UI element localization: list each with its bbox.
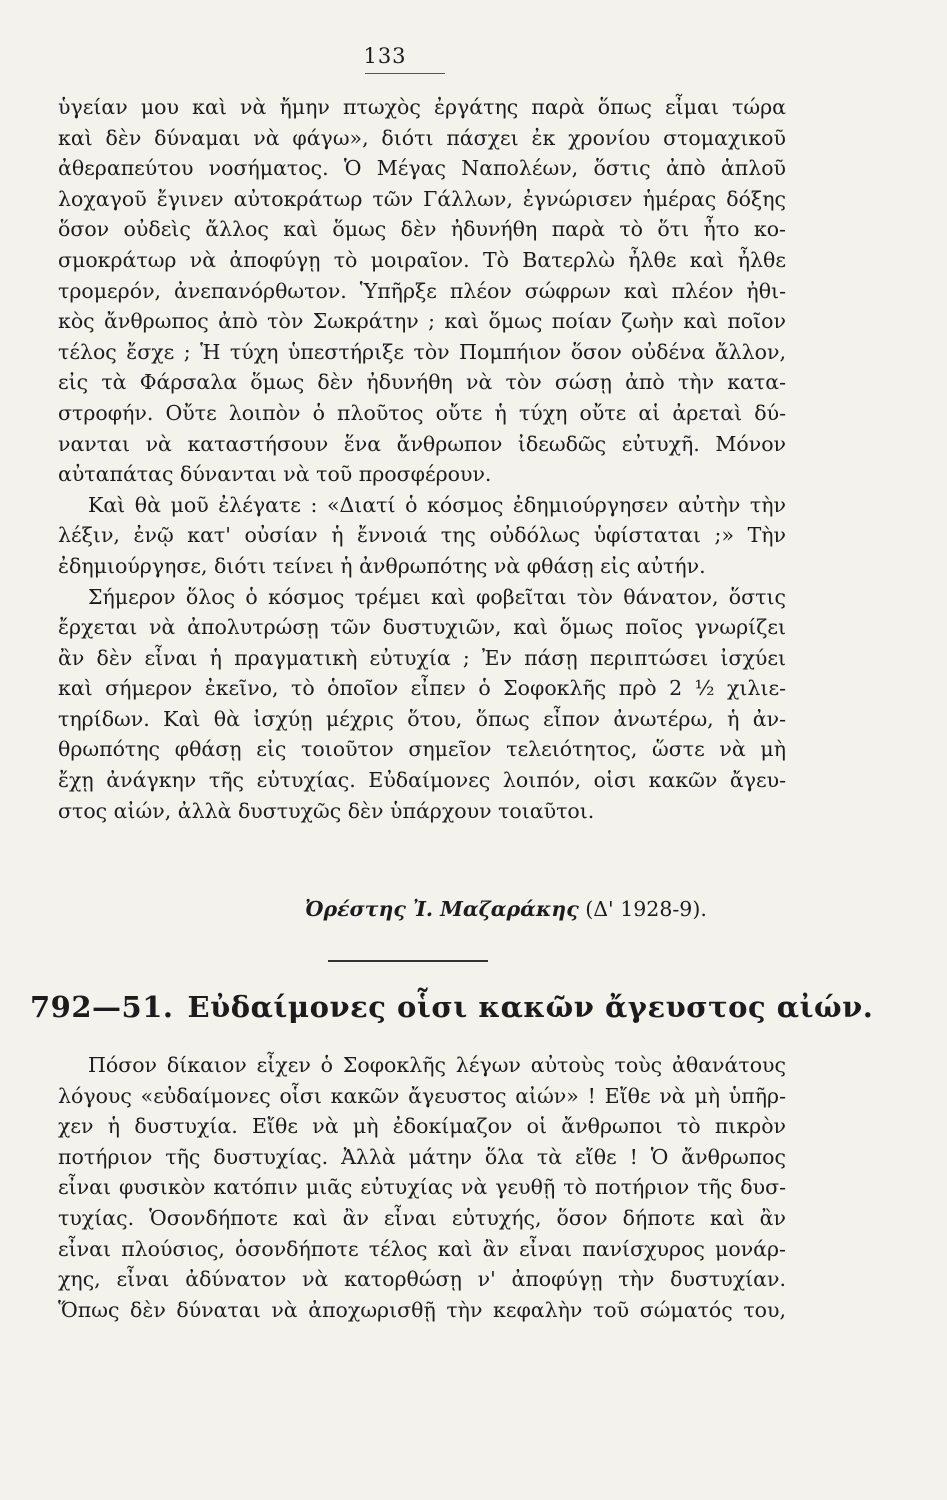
page-number: 133 bbox=[363, 44, 407, 68]
text-line: θρωπότης φθάσῃ εἰς τοιοῦτον σημεῖον τελειότητος, ὥστε νὰ μὴ bbox=[58, 737, 786, 762]
text-line: ἀθεραπεύτου νοσήματος. Ὁ Μέγας Ναπολέων, ὅστις ἀπὸ ἁπλοῦ bbox=[58, 156, 786, 181]
page-number-rule bbox=[365, 73, 445, 74]
section-number: 792—51. bbox=[30, 990, 174, 1024]
text-line: ἔχῃ ἀνάγκην τῆς εὐτυχίας. Εὐδαίμονες λοιπόν, οἱσι κακῶν ἄγευ- bbox=[58, 768, 786, 793]
text-line: ἐδημιούργησε, διότι τείνει ἡ ἀνθρωπότης νὰ φθάσῃ εἰς αὐτήν. bbox=[58, 553, 706, 578]
text-line: στος αἰών, ἀλλὰ δυστυχῶς δὲν ὑπάρχουν τοιαῦτοι. bbox=[58, 798, 595, 823]
text-line: λέξιν, ἐνῷ κατ' οὐσίαν ἡ ἔννοιά της οὐδόλως ὑφίσταται ;» Τὴν bbox=[58, 523, 786, 548]
body-text-bottom bbox=[58, 1050, 786, 1325]
signature-name: Ὀρέστης Ἰ. Μαζαράκης bbox=[305, 897, 579, 921]
text-line: νανται νὰ καταστήσουν ἕνα ἄνθρωπον ἰδεωδῶς εὐτυχῆ. Μόνον bbox=[58, 431, 786, 456]
text-line: εἰς τὰ Φάρσαλα ὅμως δὲν ἠδυνήθη νὰ τὸν σώσῃ ἀπὸ τὴν κατα- bbox=[58, 370, 786, 395]
signature-line bbox=[305, 894, 765, 924]
text-line: ὅσον οὐδεὶς ἄλλος καὶ ὅμως δὲν ἠδυνήθη παρὰ τὸ ὅτι ἦτο κο- bbox=[58, 217, 786, 242]
text-line: αὐταπάτας δύνανται νὰ τοῦ προσφέρουν. bbox=[58, 462, 492, 487]
text-line: τρομερόν, ἀνεπανόρθωτον. Ὑπῆρξε πλέον σώφρων καὶ πλέον ἠθι- bbox=[58, 278, 786, 303]
text-line: λοχαγοῦ ἔγινεν αὐτοκράτωρ τῶν Γάλλων, ἐγνώρισεν ἡμέρας δόξης bbox=[58, 186, 786, 211]
section-title: Εὐδαίμονες οἷσι κακῶν ἄγευστος αἰών. bbox=[187, 990, 874, 1024]
text-line: ποτήριον τῆς δυστυχίας. Ἀλλὰ μάτην ὅλα τὰ εἴθε ! Ὁ ἄνθρωπος bbox=[58, 1144, 786, 1169]
signature-meta: (Δ' 1928-9). bbox=[585, 897, 707, 921]
body-text-top bbox=[58, 92, 786, 826]
text-line: χεν ἡ δυστυχία. Εἴθε νὰ μὴ ἐδοκίμαζον οἱ ἄνθρωποι τὸ πικρὸν bbox=[58, 1114, 786, 1139]
text-line: εἶναι πλούσιος, ὁσονδήποτε τέλος καὶ ἂν εἶναι πανίσχυρος μονάρ- bbox=[58, 1236, 786, 1261]
text-line: ἔρχεται νὰ ἀπολυτρώσῃ τῶν δυστυχιῶν, καὶ ὅμως ποῖος γνωρίζει bbox=[58, 615, 786, 640]
text-line: τυχίας. Ὁσονδήποτε καὶ ἂν εἶναι εὐτυχής, ὅσον δήποτε καὶ ἂν bbox=[58, 1205, 786, 1230]
text-line: σμοκράτωρ νὰ ἀποφύγῃ τὸ μοιραῖον. Τὸ Βατερλὼ ἦλθε καὶ ἦλθε bbox=[58, 247, 786, 272]
text-line: ὑγείαν μου καὶ νὰ ἤμην πτωχὸς ἐργάτης παρὰ ὅπως εἶμαι τώρα bbox=[58, 95, 786, 119]
text-line: καὶ σήμερον ἐκεῖνο, τὸ ὁποῖον εἶπεν ὁ Σοφοκλῆς πρὸ 2 ½ χιλιε- bbox=[58, 676, 786, 701]
text-line: χης, εἶναι ἀδύνατον νὰ κατορθώσῃ ν' ἀποφύγῃ τὴν δυστυχίαν. bbox=[58, 1267, 786, 1292]
text-line: Σήμερον ὅλος ὁ κόσμος τρέμει καὶ φοβεῖται τὸν θάνατον, ὅστις bbox=[88, 584, 786, 609]
section-divider bbox=[328, 960, 488, 962]
text-line: καὶ δὲν δύναμαι νὰ φάγω», διότι πάσχει ἐκ χρονίου στομαχικοῦ bbox=[58, 125, 786, 150]
text-line: στροφήν. Οὔτε λοιπὸν ὁ πλοῦτος οὔτε ἡ τύχη οὔτε αἱ ἀρεταὶ δύ- bbox=[58, 400, 786, 425]
section-heading bbox=[30, 990, 874, 1024]
text-line: λόγους «εὐδαίμονες οἷσι κακῶν ἄγευστος αἰών» ! Εἴθε νὰ μὴ ὑπῆρ- bbox=[58, 1083, 786, 1108]
text-line: Ὅπως δὲν δύναται νὰ ἀποχωρισθῇ τὴν κεφαλὴν τοῦ σώματός του, bbox=[58, 1297, 786, 1322]
text-line: ἂν δὲν εἶναι ἡ πραγματικὴ εὐτυχία ; Ἐν πάσῃ περιπτώσει ἰσχύει bbox=[58, 645, 786, 670]
text-line: τέλος ἔσχε ; Ἡ τύχη ὑπεστήριξε τὸν Πομπήιον ὅσον οὐδένα ἄλλον, bbox=[58, 339, 786, 364]
text-line: τηρίδων. Καὶ θὰ ἰσχύῃ μέχρις ὅτου, ὅπως εἶπον ἀνωτέρω, ἡ ἀν- bbox=[58, 706, 786, 731]
text-line: Καὶ θὰ μοῦ ἐλέγατε : «Διατί ὁ κόσμος ἐδημιούργησεν αὐτὴν τὴν bbox=[88, 492, 786, 517]
text-line: κὸς ἄνθρωπος ἀπὸ τὸν Σωκράτην ; καὶ ὅμως ποίαν ζωὴν καὶ ποῖον bbox=[58, 309, 786, 334]
text-line: Πόσον δίκαιον εἶχεν ὁ Σοφοκλῆς λέγων αὐτοὺς τοὺς ἀθανάτους bbox=[88, 1053, 786, 1077]
text-line: εἶναι φυσικὸν κατόπιν μιᾶς εὐτυχίας νὰ γευθῇ τὸ ποτήριον τῆς δυσ- bbox=[58, 1175, 786, 1200]
